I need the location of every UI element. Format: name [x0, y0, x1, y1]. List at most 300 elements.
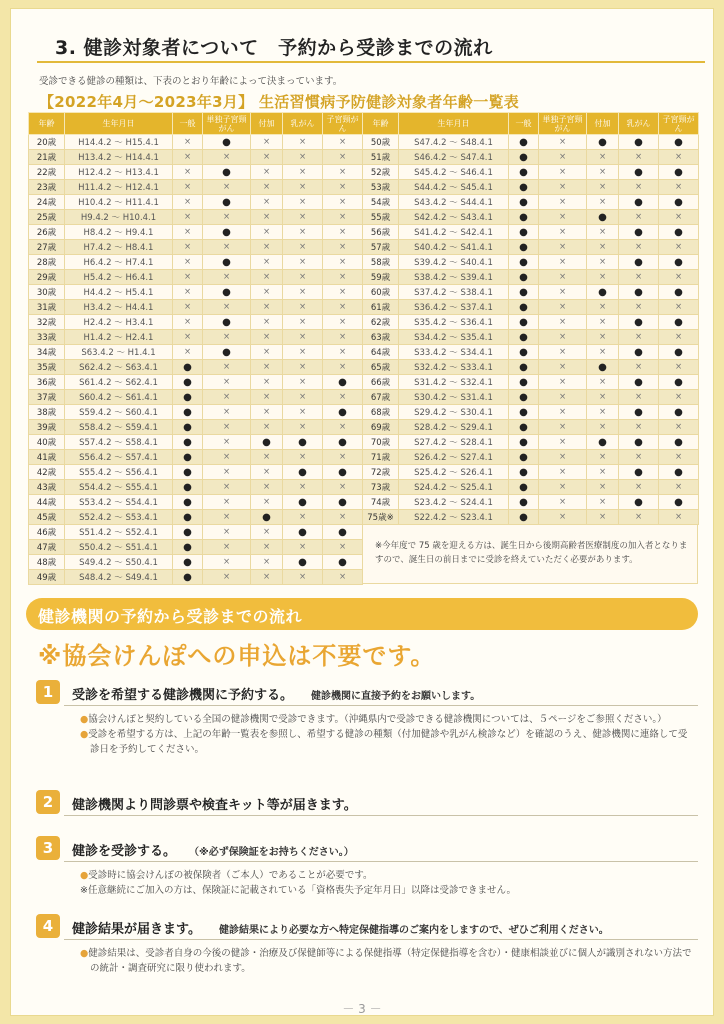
eligibility-cell: ×: [659, 180, 699, 195]
eligibility-cell: ×: [283, 180, 323, 195]
eligibility-cell: ×: [539, 285, 587, 300]
eligibility-cell: ●: [509, 285, 539, 300]
age-cell: 56歳: [363, 225, 399, 240]
eligibility-cell: ●: [587, 210, 619, 225]
eligibility-cell: ×: [323, 390, 363, 405]
header-cell: 乳がん: [283, 113, 323, 135]
page-number: － 3 －: [342, 1002, 382, 1016]
bullet-icon: ●: [80, 729, 89, 740]
table-row: [29, 465, 363, 480]
eligibility-cell: ×: [539, 135, 587, 150]
eligibility-cell: ×: [203, 150, 251, 165]
age-cell: 35歳: [29, 360, 65, 375]
eligibility-cell: ×: [587, 300, 619, 315]
birthdate-cell: H5.4.2 ～ H6.4.1: [65, 270, 173, 285]
eligibility-cell: ×: [323, 330, 363, 345]
eligibility-cell: ×: [659, 420, 699, 435]
eligibility-cell: ●: [619, 165, 659, 180]
table-row: [29, 150, 363, 165]
eligibility-cell: ●: [173, 405, 203, 420]
eligibility-cell: ×: [283, 255, 323, 270]
eligibility-cell: ×: [283, 480, 323, 495]
birthdate-cell: S35.4.2 ～ S36.4.1: [399, 315, 509, 330]
age-cell: 41歳: [29, 450, 65, 465]
eligibility-cell: ●: [509, 330, 539, 345]
table-row: [363, 510, 699, 525]
eligibility-cell: ●: [283, 435, 323, 450]
eligibility-cell: ●: [619, 225, 659, 240]
eligibility-cell: ●: [173, 360, 203, 375]
age-cell: 40歳: [29, 435, 65, 450]
birthdate-cell: S36.4.2 ～ S37.4.1: [399, 300, 509, 315]
eligibility-cell: ×: [203, 300, 251, 315]
eligibility-cell: ×: [323, 135, 363, 150]
birthdate-cell: S46.4.2 ～ S47.4.1: [399, 150, 509, 165]
eligibility-cell: ×: [283, 240, 323, 255]
age-cell: 67歳: [363, 390, 399, 405]
header-cell: 付加: [587, 113, 619, 135]
eligibility-cell: ●: [251, 435, 283, 450]
eligibility-cell: ●: [173, 435, 203, 450]
age-cell: 32歳: [29, 315, 65, 330]
eligibility-cell: ×: [539, 270, 587, 285]
eligibility-cell: ×: [283, 315, 323, 330]
eligibility-cell: ●: [509, 195, 539, 210]
table-row: [29, 450, 363, 465]
age-cell: 20歳: [29, 135, 65, 150]
eligibility-cell: ×: [539, 345, 587, 360]
eligibility-cell: ×: [539, 165, 587, 180]
eligibility-cell: ×: [539, 300, 587, 315]
eligibility-cell: ●: [509, 465, 539, 480]
age-cell: 71歳: [363, 450, 399, 465]
eligibility-cell: ×: [323, 360, 363, 375]
table-row: [29, 135, 363, 150]
eligibility-cell: ×: [283, 165, 323, 180]
eligibility-cell: ×: [203, 270, 251, 285]
table-row: [29, 420, 363, 435]
eligibility-cell: ●: [203, 315, 251, 330]
table-row: [363, 435, 699, 450]
eligibility-cell: ×: [323, 345, 363, 360]
birthdate-cell: S63.4.2 ～ H1.4.1: [65, 345, 173, 360]
table-row: [29, 270, 363, 285]
age-cell: 58歳: [363, 255, 399, 270]
step-number-badge: 2: [36, 790, 60, 814]
eligibility-cell: ●: [173, 465, 203, 480]
eligibility-cell: ×: [619, 360, 659, 375]
eligibility-cell: ●: [173, 540, 203, 555]
eligibility-cell: ×: [283, 420, 323, 435]
eligibility-cell: ×: [251, 150, 283, 165]
eligibility-cell: ×: [539, 450, 587, 465]
age-cell: 27歳: [29, 240, 65, 255]
table-row: [363, 165, 699, 180]
step-title: [72, 840, 354, 859]
birthdate-cell: S50.4.2 ～ S51.4.1: [65, 540, 173, 555]
eligibility-cell: ×: [251, 330, 283, 345]
eligibility-cell: ●: [659, 225, 699, 240]
eligibility-cell: ●: [619, 135, 659, 150]
birthdate-cell: S56.4.2 ～ S57.4.1: [65, 450, 173, 465]
step-description-line: ●協会けんぽと契約している全国の健診機関で受診できます。（沖縄県内で受診できる健診機関については、５ページをご参照ください。）: [80, 714, 667, 725]
eligibility-cell: ×: [539, 225, 587, 240]
eligibility-cell: ●: [509, 480, 539, 495]
table-row: [363, 135, 699, 150]
eligibility-cell: ●: [323, 525, 363, 540]
eligibility-cell: ×: [539, 315, 587, 330]
eligibility-cell: ●: [323, 435, 363, 450]
table-row: [29, 180, 363, 195]
eligibility-cell: ×: [587, 510, 619, 525]
table-row: [29, 300, 363, 315]
age-cell: 26歳: [29, 225, 65, 240]
eligibility-cell: ×: [251, 420, 283, 435]
age-cell: 37歳: [29, 390, 65, 405]
step-1: [26, 678, 698, 706]
eligibility-cell: ×: [587, 495, 619, 510]
bullet-icon: ●: [80, 870, 89, 881]
step-description-line: ●健診結果は、受診者自身の今後の健診・治療及び保健師等による保健指導（特定保健指導を含む）・健康相談並びに個人が識別されない方法での統計・調査研究に限り使われます。: [80, 948, 692, 974]
eligibility-cell: ×: [173, 195, 203, 210]
table-row: [363, 450, 699, 465]
header-cell: 生年月日: [65, 113, 173, 135]
table-row: [29, 330, 363, 345]
eligibility-cell: ×: [659, 450, 699, 465]
step-description: [80, 712, 694, 757]
eligibility-cell: ●: [509, 510, 539, 525]
no-application-note: ※協会けんぽへの申込は不要です。: [38, 642, 436, 670]
eligibility-cell: ×: [323, 270, 363, 285]
step-description-line: ※任意継続にご加入の方は、保険証に記載されている「資格喪失予定年月日」以降は受診できません。: [80, 885, 517, 896]
age-cell: 42歳: [29, 465, 65, 480]
eligibility-cell: ×: [203, 330, 251, 345]
eligibility-cell: ×: [323, 420, 363, 435]
header-cell: 子宮頸がん: [323, 113, 363, 135]
table-heading: 【2022年4月～2023年3月】 生活習慣病予防健診対象者年齢一覧表: [39, 93, 520, 111]
eligibility-cell: ×: [173, 300, 203, 315]
birthdate-cell: H13.4.2 ～ H14.4.1: [65, 150, 173, 165]
eligibility-cell: ●: [619, 345, 659, 360]
eligibility-cell: ×: [587, 465, 619, 480]
eligibility-cell: ●: [659, 165, 699, 180]
eligibility-cell: ×: [659, 300, 699, 315]
eligibility-cell: ×: [587, 390, 619, 405]
eligibility-cell: ×: [283, 195, 323, 210]
eligibility-cell: ×: [619, 180, 659, 195]
birthdate-cell: S31.4.2 ～ S32.4.1: [399, 375, 509, 390]
eligibility-cell: ×: [203, 210, 251, 225]
eligibility-cell: ×: [283, 390, 323, 405]
age-cell: 38歳: [29, 405, 65, 420]
age-cell: 62歳: [363, 315, 399, 330]
table-row: [29, 405, 363, 420]
eligibility-cell: ×: [251, 555, 283, 570]
age-cell: 69歳: [363, 420, 399, 435]
eligibility-cell: ×: [587, 255, 619, 270]
eligibility-cell: ×: [659, 150, 699, 165]
header-cell: 単独子宮頸がん: [539, 113, 587, 135]
eligibility-cell: ×: [587, 330, 619, 345]
eligibility-cell: ●: [203, 255, 251, 270]
birthdate-cell: S28.4.2 ～ S29.4.1: [399, 420, 509, 435]
birthdate-cell: S22.4.2 ～ S23.4.1: [399, 510, 509, 525]
table-body-right: [363, 135, 699, 525]
age-75-note: ※今年度で 75 歳を迎える方は、誕生日から後期高齢者医療制度の加入者となりますので、誕生日の前日までに受診を終えていただく必要があります。: [362, 524, 698, 584]
eligibility-cell: ×: [619, 330, 659, 345]
eligibility-cell: ×: [203, 405, 251, 420]
birthdate-cell: S24.4.2 ～ S25.4.1: [399, 480, 509, 495]
age-cell: 73歳: [363, 480, 399, 495]
eligibility-cell: ×: [173, 270, 203, 285]
age-cell: 52歳: [363, 165, 399, 180]
eligibility-cell: ●: [173, 495, 203, 510]
birthdate-cell: S53.4.2 ～ S54.4.1: [65, 495, 173, 510]
birthdate-cell: S51.4.2 ～ S52.4.1: [65, 525, 173, 540]
eligibility-cell: ×: [203, 450, 251, 465]
table-row: [363, 390, 699, 405]
eligibility-cell: ×: [203, 360, 251, 375]
table-row: [363, 420, 699, 435]
birthdate-cell: S29.4.2 ～ S30.4.1: [399, 405, 509, 420]
eligibility-cell: ●: [659, 465, 699, 480]
eligibility-cell: ●: [509, 420, 539, 435]
eligibility-cell: ●: [619, 315, 659, 330]
birthdate-cell: H8.4.2 ～ H9.4.1: [65, 225, 173, 240]
age-cell: 60歳: [363, 285, 399, 300]
eligibility-cell: ×: [619, 420, 659, 435]
eligibility-cell: ×: [203, 420, 251, 435]
table-row: [363, 285, 699, 300]
step-description: [80, 946, 694, 976]
step-title-text: 受診を希望する健診機関に予約する。: [72, 688, 294, 703]
eligibility-cell: ●: [509, 180, 539, 195]
table-row: [363, 315, 699, 330]
eligibility-cell: ●: [509, 150, 539, 165]
eligibility-cell: ×: [251, 450, 283, 465]
table-row: [363, 465, 699, 480]
header-cell: 単独子宮頸がん: [203, 113, 251, 135]
eligibility-cell: ×: [283, 345, 323, 360]
eligibility-cell: ×: [587, 405, 619, 420]
birthdate-cell: S61.4.2 ～ S62.4.1: [65, 375, 173, 390]
birthdate-cell: S48.4.2 ～ S49.4.1: [65, 570, 173, 585]
age-cell: 39歳: [29, 420, 65, 435]
eligibility-cell: ●: [659, 135, 699, 150]
eligibility-cell: ●: [587, 285, 619, 300]
eligibility-cell: ●: [659, 315, 699, 330]
eligibility-cell: ×: [323, 165, 363, 180]
step-title-text: 健診機関より問診票や検査キット等が届きます。: [72, 798, 357, 813]
eligibility-cell: ●: [283, 465, 323, 480]
age-cell: 49歳: [29, 570, 65, 585]
eligibility-cell: ×: [659, 270, 699, 285]
eligibility-cell: ×: [283, 330, 323, 345]
table-row: [363, 495, 699, 510]
age-cell: 48歳: [29, 555, 65, 570]
eligibility-cell: ×: [619, 450, 659, 465]
eligibility-cell: ●: [587, 360, 619, 375]
eligibility-cell: ●: [203, 345, 251, 360]
step-3: [26, 834, 698, 862]
step-underline: [64, 815, 698, 816]
age-cell: 70歳: [363, 435, 399, 450]
eligibility-cell: ×: [251, 300, 283, 315]
eligibility-cell: ×: [587, 240, 619, 255]
eligibility-cell: ●: [619, 195, 659, 210]
eligibility-cell: ×: [587, 345, 619, 360]
eligibility-cell: ×: [283, 510, 323, 525]
eligibility-cell: ●: [173, 375, 203, 390]
eligibility-cell: ×: [619, 480, 659, 495]
eligibility-cell: ×: [203, 570, 251, 585]
eligibility-cell: ×: [323, 510, 363, 525]
eligibility-cell: ●: [323, 495, 363, 510]
eligibility-cell: ●: [323, 405, 363, 420]
age-cell: 46歳: [29, 525, 65, 540]
age-cell: 28歳: [29, 255, 65, 270]
eligibility-cell: ×: [539, 420, 587, 435]
flow-banner: [26, 598, 698, 630]
eligibility-cell: ●: [173, 450, 203, 465]
eligibility-cell: ×: [283, 285, 323, 300]
table-row: [29, 390, 363, 405]
eligibility-cell: ●: [173, 525, 203, 540]
step-number-badge: 4: [36, 914, 60, 938]
eligibility-cell: ●: [659, 495, 699, 510]
eligibility-cell: ●: [173, 570, 203, 585]
age-cell: 34歳: [29, 345, 65, 360]
eligibility-cell: ×: [587, 315, 619, 330]
section-title-rule: [37, 61, 705, 63]
eligibility-cell: ●: [173, 390, 203, 405]
table-row: [29, 510, 363, 525]
age-cell: 43歳: [29, 480, 65, 495]
eligibility-cell: ×: [587, 150, 619, 165]
birthdate-cell: S33.4.2 ～ S34.4.1: [399, 345, 509, 360]
eligibility-cell: ×: [619, 300, 659, 315]
age-cell: 23歳: [29, 180, 65, 195]
eligibility-cell: ●: [619, 285, 659, 300]
eligibility-cell: ×: [251, 285, 283, 300]
eligibility-cell: ●: [203, 165, 251, 180]
birthdate-cell: S59.4.2 ～ S60.4.1: [65, 405, 173, 420]
eligibility-cell: ×: [659, 480, 699, 495]
age-cell: 31歳: [29, 300, 65, 315]
birthdate-cell: S47.4.2 ～ S48.4.1: [399, 135, 509, 150]
eligibility-cell: ×: [323, 195, 363, 210]
step-4: [26, 912, 698, 940]
eligibility-cell: ●: [509, 495, 539, 510]
age-cell: 36歳: [29, 375, 65, 390]
eligibility-cell: ×: [203, 495, 251, 510]
eligibility-cell: ●: [587, 135, 619, 150]
eligibility-cell: ●: [251, 510, 283, 525]
eligibility-cell: ●: [509, 345, 539, 360]
eligibility-cell: ×: [539, 240, 587, 255]
eligibility-cell: ×: [323, 300, 363, 315]
eligibility-cell: ×: [251, 240, 283, 255]
eligibility-cell: ×: [323, 255, 363, 270]
table-row: [29, 210, 363, 225]
age-cell: 30歳: [29, 285, 65, 300]
header-cell: 一般: [509, 113, 539, 135]
age-cell: 29歳: [29, 270, 65, 285]
step-description-line: ●受診時に協会けんぽの被保険者（ご本人）であることが必要です。: [80, 870, 373, 881]
eligibility-cell: ×: [173, 180, 203, 195]
eligibility-cell: ●: [173, 510, 203, 525]
eligibility-cell: ×: [587, 450, 619, 465]
birthdate-cell: S38.4.2 ～ S39.4.1: [399, 270, 509, 285]
eligibility-cell: ×: [251, 165, 283, 180]
birthdate-cell: S25.4.2 ～ S26.4.1: [399, 465, 509, 480]
age-cell: 59歳: [363, 270, 399, 285]
eligibility-cell: ●: [509, 405, 539, 420]
age-cell: 63歳: [363, 330, 399, 345]
eligibility-cell: ×: [539, 510, 587, 525]
eligibility-cell: ●: [659, 375, 699, 390]
eligibility-cell: ×: [659, 240, 699, 255]
eligibility-cell: ×: [203, 435, 251, 450]
table-row: [29, 495, 363, 510]
eligibility-cell: ●: [323, 555, 363, 570]
eligibility-cell: ×: [539, 480, 587, 495]
table-row: [29, 555, 363, 570]
eligibility-cell: ×: [659, 360, 699, 375]
age-cell: 45歳: [29, 510, 65, 525]
eligibility-cell: ●: [283, 555, 323, 570]
eligibility-cell: ×: [251, 135, 283, 150]
table-row: [29, 570, 363, 585]
flow-title: 健診機関の予約から受診までの流れ: [38, 607, 303, 626]
birthdate-cell: S37.4.2 ～ S38.4.1: [399, 285, 509, 300]
table-row: [29, 315, 363, 330]
table-header-row: [29, 113, 363, 135]
eligibility-cell: ●: [203, 225, 251, 240]
eligibility-cell: ●: [203, 135, 251, 150]
step-title: [72, 794, 357, 813]
header-cell: 一般: [173, 113, 203, 135]
eligibility-cell: ×: [323, 315, 363, 330]
eligibility-cell: ×: [323, 540, 363, 555]
eligibility-cell: ●: [659, 405, 699, 420]
eligibility-cell: ×: [539, 375, 587, 390]
table-row: [363, 345, 699, 360]
table-row: [29, 165, 363, 180]
eligibility-cell: ×: [323, 180, 363, 195]
age-cell: 54歳: [363, 195, 399, 210]
eligibility-cell: ×: [203, 375, 251, 390]
eligibility-cell: ×: [323, 450, 363, 465]
eligibility-cell: ●: [509, 390, 539, 405]
age-cell: 66歳: [363, 375, 399, 390]
birthdate-cell: H1.4.2 ～ H2.4.1: [65, 330, 173, 345]
table-row: [29, 195, 363, 210]
birthdate-cell: H10.4.2 ～ H11.4.1: [65, 195, 173, 210]
step-title-text: 健診を受診する。: [72, 844, 177, 859]
eligibility-cell: ●: [619, 405, 659, 420]
table-row: [363, 300, 699, 315]
table-row: [363, 375, 699, 390]
eligibility-cell: ×: [659, 510, 699, 525]
eligibility-cell: ×: [539, 435, 587, 450]
birthdate-cell: S26.4.2 ～ S27.4.1: [399, 450, 509, 465]
age-cell: 44歳: [29, 495, 65, 510]
table-row: [363, 210, 699, 225]
eligibility-cell: ●: [509, 375, 539, 390]
age-cell: 65歳: [363, 360, 399, 375]
eligibility-cell: ●: [619, 255, 659, 270]
